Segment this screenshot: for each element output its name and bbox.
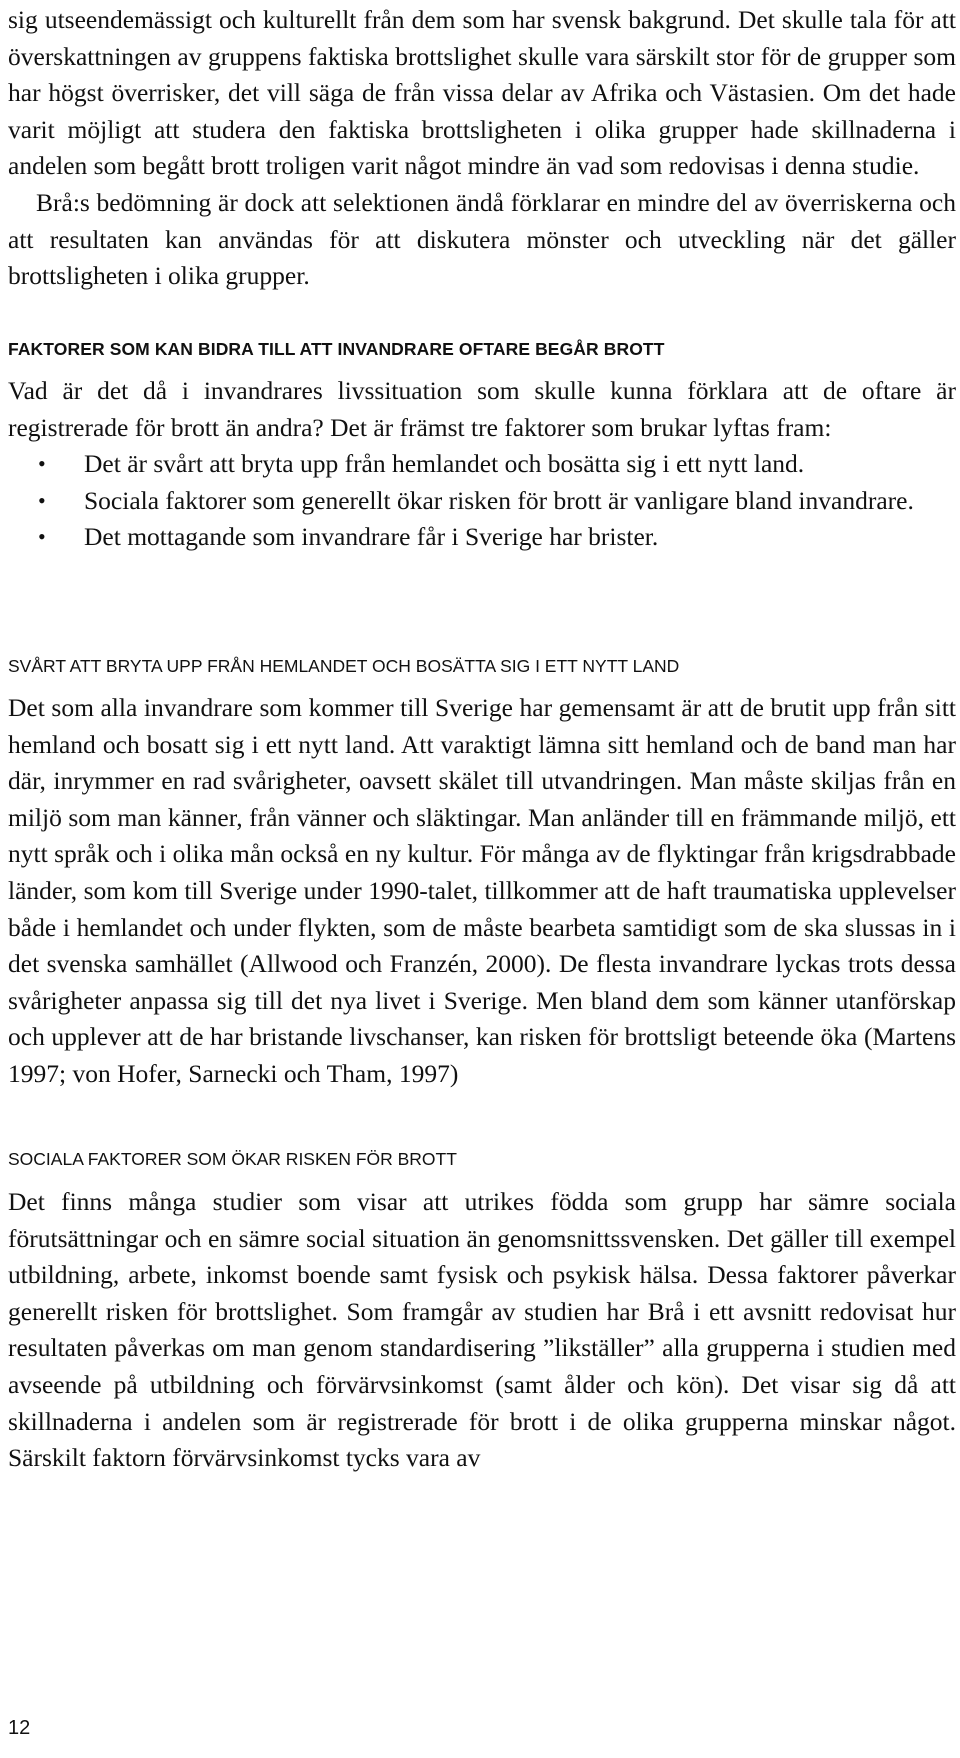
section-heading-uprooting: SVÅRT ATT BRYTA UPP FRÅN HEMLANDET OCH BOSÄTTA SIG I ETT NYTT LAND — [8, 656, 680, 676]
list-item-text: Det är svårt att bryta upp från hemlandet och bosätta sig i ett nytt land. — [84, 449, 805, 479]
page-number: 12 — [8, 1717, 31, 1739]
section-factors-text — [8, 373, 956, 556]
bullet-icon: • — [38, 487, 46, 513]
section-uprooting-text — [8, 690, 956, 1093]
section-social-factors-paragraph: Det finns många studier som visar att utrikes födda som grupp har sämre sociala förutsättningar och en sämre social situation än genomsnittssvensken. Det gäller till exempel utbildning, arbete, inkomst boende samt fysisk och psykisk hälsa. Dessa faktorer påverkar generellt risken för brottslighet. Som framgår av studien har Brå i ett avsnitt redovisat hur resultaten påverkas om man genom standardisering ”likställer” alla grupperna i studien med avseende på utbildning och förvärvsinkomst (samt ålder och kön). Det visar sig då att skillnaderna i andelen som är registrerade för brott i de olika grupperna minskar något. Särskilt faktorn förvärvsinkomst tycks vara av — [8, 1187, 956, 1473]
section-uprooting-paragraph: Det som alla invandrare som kommer till Sverige har gemensamt är att de brutit upp från sitt hemland och bosatt sig i ett nytt land. Att varaktigt lämna sitt hemland och de band man har där, inrymmer en rad svårigheter, oavsett skälet till utvandringen. Man måste skiljas från en miljö som man känner, från vänner och släktingar. Man anländer till en främmande miljö, ett nytt språk och i olika mån också en ny kultur. För många av de flyktingar från krigsdrabbade länder, som kom till Sverige under 1990-talet, tillkommer att de haft traumatiska upplevelser både i hemlandet och under flykten, som de måste bearbeta samtidigt som de ska slussas in i det svenska samhället (Allwood och Franzén, 2000). De flesta invandrare lyckas trots dessa svårigheter anpassa sig till det nya livet i Sverige. Men bland dem som känner utanförskap och upplever att de har bristande livschanser, kan risken för brottsligt beteende öka (Martens 1997; von Hofer, Sarnecki och Tham, 1997) — [8, 693, 956, 1088]
intro-text — [8, 2, 956, 295]
list-item-text: Sociala faktorer som generellt ökar risken för brott är vanligare bland invandrare. — [84, 485, 914, 515]
section-heading-factors: FAKTORER SOM KAN BIDRA TILL ATT INVANDRARE OFTARE BEGÅR BROTT — [8, 339, 665, 359]
bullet-icon: • — [38, 524, 46, 550]
list-item-text: Det mottagande som invandrare får i Sverige har brister. — [84, 522, 659, 552]
list-item — [8, 519, 956, 556]
section-social-factors-text — [8, 1184, 956, 1477]
section-factors-paragraph: Vad är det då i invandrares livssituation som skulle kunna förklara att de oftare är registrerade för brott än andra? Det är främst tre faktorer som brukar lyftas fram: — [8, 376, 956, 442]
list-item — [8, 446, 956, 483]
intro-paragraph-1: sig utseendemässigt och kulturellt från dem som har svensk bakgrund. Det skulle tala för att överskattningen av gruppens faktiska brottslighet skulle vara särskilt stor för de grupper som har högst överrisker, det vill säga de från vissa delar av Afrika och Västasien. Om det hade varit möjligt att studera den faktiska brottsligheten i olika grupper hade skillnaderna i andelen som begått brott troligen varit något mindre än vad som redovisas i denna studie. — [8, 5, 956, 181]
list-item — [8, 483, 956, 520]
intro-paragraph-2: Brå:s bedömning är dock att selektionen ändå förklarar en mindre del av överriskerna och att resultaten kan användas för att diskutera mönster och utveckling när det gäller brottsligheten i olika grupper. — [8, 187, 956, 291]
factor-list — [8, 446, 956, 556]
section-heading-social-factors: SOCIALA FAKTORER SOM ÖKAR RISKEN FÖR BROTT — [8, 1149, 457, 1169]
bullet-icon: • — [38, 451, 46, 477]
